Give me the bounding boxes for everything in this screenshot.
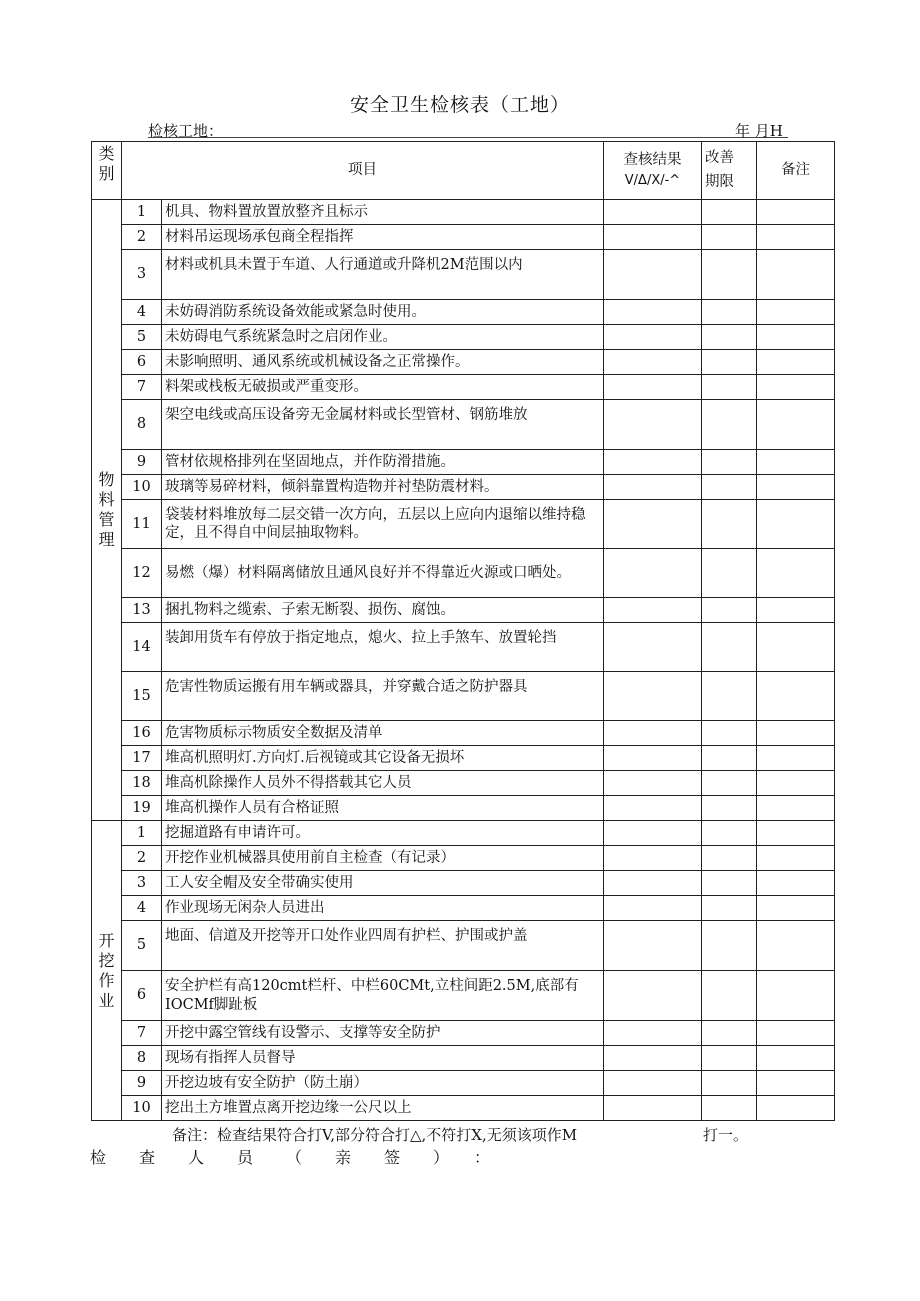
remarks-cell[interactable] — [757, 821, 835, 846]
table-row — [92, 500, 835, 549]
result-cell[interactable] — [604, 375, 702, 400]
item-text: 现场有指挥人员督导 — [162, 1046, 604, 1071]
item-number: 10 — [122, 475, 162, 500]
item-text: 堆高机操作人员有合格证照 — [162, 796, 604, 821]
table-row — [92, 200, 835, 225]
header-result — [604, 142, 702, 200]
deadline-cell[interactable] — [702, 623, 757, 672]
result-cell[interactable] — [604, 846, 702, 871]
table-row — [92, 300, 835, 325]
remarks-cell[interactable] — [757, 250, 835, 300]
deadline-cell[interactable] — [702, 450, 757, 475]
table-row — [92, 796, 835, 821]
deadline-cell[interactable] — [702, 350, 757, 375]
item-text: 袋装材料堆放每二层交错一次方向，五层以上应向内退缩以维持稳定，且不得自中间层抽取物料。 — [162, 500, 604, 549]
deadline-cell[interactable] — [702, 1046, 757, 1071]
item-number: 3 — [122, 250, 162, 300]
result-cell[interactable] — [604, 672, 702, 721]
remarks-cell[interactable] — [757, 225, 835, 250]
result-cell[interactable] — [604, 225, 702, 250]
remarks-cell[interactable] — [757, 1021, 835, 1046]
item-text: 玻璃等易碎材料，倾斜靠置构造物并衬垫防震材料。 — [162, 475, 604, 500]
deadline-cell[interactable] — [702, 1071, 757, 1096]
item-number: 5 — [122, 921, 162, 971]
remarks-cell[interactable] — [757, 672, 835, 721]
item-text: 危害性物质运搬有用车辆或器具，并穿戴合适之防护器具 — [162, 672, 604, 721]
item-number: 10 — [122, 1096, 162, 1121]
header-result-marks: V/Δ/X/-^ — [624, 173, 681, 189]
table-row — [92, 325, 835, 350]
deadline-cell[interactable] — [702, 475, 757, 500]
deadline-cell[interactable] — [702, 871, 757, 896]
inspection-table — [91, 141, 835, 1121]
table-row — [92, 549, 835, 598]
item-text: 作业现场无闲杂人员进出 — [162, 896, 604, 921]
result-cell[interactable] — [604, 821, 702, 846]
header-result-label: 查核结果 — [623, 152, 682, 169]
remarks-cell[interactable] — [757, 971, 835, 1021]
deadline-cell[interactable] — [702, 771, 757, 796]
footnote-tail: 打一。 — [703, 1126, 749, 1144]
item-text: 堆高机除操作人员外不得搭载其它人员 — [162, 771, 604, 796]
item-number: 8 — [122, 400, 162, 450]
form-title: 安全卫生检核表（工地） — [349, 94, 570, 116]
item-text: 机具、物料置放置放整齐且标示 — [162, 200, 604, 225]
header-category: 类别 — [92, 142, 122, 200]
item-text: 材料或机具未置于车道、人行通道或升降机2M范围以内 — [162, 250, 604, 300]
deadline-cell[interactable] — [702, 746, 757, 771]
deadline-cell[interactable] — [702, 1021, 757, 1046]
item-number: 18 — [122, 771, 162, 796]
item-text: 危害物质标示物质安全数据及清单 — [162, 721, 604, 746]
item-number: 12 — [122, 549, 162, 598]
remarks-cell[interactable] — [757, 896, 835, 921]
category-cell: 物料管理 — [92, 200, 122, 821]
result-cell[interactable] — [604, 623, 702, 672]
table-row — [92, 1046, 835, 1071]
footnote: 备注：检查结果符合打V,部分符合打△,不符打X,无须该项作M — [172, 1126, 578, 1144]
deadline-cell[interactable] — [702, 921, 757, 971]
table-row — [92, 971, 835, 1021]
result-cell[interactable] — [604, 475, 702, 500]
item-number: 17 — [122, 746, 162, 771]
remarks-cell[interactable] — [757, 400, 835, 450]
item-text: 堆高机照明灯.方向灯.后视镜或其它设备无损坏 — [162, 746, 604, 771]
result-cell[interactable] — [604, 450, 702, 475]
item-text: 挖掘道路有申请许可。 — [162, 821, 604, 846]
item-number: 1 — [122, 200, 162, 225]
result-cell[interactable] — [604, 746, 702, 771]
inspector-signature-label: 检查人员（亲签）： — [90, 1148, 524, 1167]
item-number: 9 — [122, 1071, 162, 1096]
table-header-row — [92, 142, 835, 200]
item-text: 料架或栈板无破损或严重变形。 — [162, 375, 604, 400]
table-row — [92, 623, 835, 672]
result-cell[interactable] — [604, 896, 702, 921]
result-cell[interactable] — [604, 921, 702, 971]
header-deadline: 改善期限 — [702, 142, 757, 200]
item-text: 地面、信道及开挖等开口处作业四周有护栏、护围或护盖 — [162, 921, 604, 971]
remarks-cell[interactable] — [757, 1046, 835, 1071]
result-cell[interactable] — [604, 796, 702, 821]
item-text: 挖出土方堆置点离开挖边缘一公尺以上 — [162, 1096, 604, 1121]
item-text: 开挖作业机械器具使用前自主检查（有记录） — [162, 846, 604, 871]
header-remarks: 备注 — [757, 142, 835, 200]
item-number: 4 — [122, 896, 162, 921]
item-text: 架空电线或高压设备旁无金属材料或长型管材、钢筋堆放 — [162, 400, 604, 450]
deadline-cell[interactable] — [702, 846, 757, 871]
item-text: 安全护栏有高120cmt栏杆、中栏60CMt,立柱间距2.5M,底部有IOCMf脚趾板 — [162, 971, 604, 1021]
item-number: 4 — [122, 300, 162, 325]
result-cell[interactable] — [604, 200, 702, 225]
deadline-cell[interactable] — [702, 375, 757, 400]
deadline-cell[interactable] — [702, 549, 757, 598]
deadline-cell[interactable] — [702, 300, 757, 325]
table-row — [92, 921, 835, 971]
remarks-cell[interactable] — [757, 300, 835, 325]
deadline-cell[interactable] — [702, 821, 757, 846]
remarks-cell[interactable] — [757, 325, 835, 350]
item-number: 5 — [122, 325, 162, 350]
item-text: 装卸用货车有停放于指定地点，熄火、拉上手煞车、放置轮挡 — [162, 623, 604, 672]
result-cell[interactable] — [604, 1071, 702, 1096]
item-text: 未妨碍电气系统紧急时之启闭作业。 — [162, 325, 604, 350]
deadline-cell[interactable] — [702, 1096, 757, 1121]
result-cell[interactable] — [604, 971, 702, 1021]
remarks-cell[interactable] — [757, 200, 835, 225]
site-label: 检核工地： — [148, 122, 224, 140]
item-text: 材料吊运现场承包商全程指挥 — [162, 225, 604, 250]
item-number: 8 — [122, 1046, 162, 1071]
result-cell[interactable] — [604, 250, 702, 300]
date-label: 年 月H — [735, 122, 783, 140]
result-cell[interactable] — [604, 325, 702, 350]
remarks-cell[interactable] — [757, 375, 835, 400]
table-row — [92, 871, 835, 896]
result-cell[interactable] — [604, 549, 702, 598]
result-cell[interactable] — [604, 500, 702, 549]
table-row — [92, 846, 835, 871]
item-number: 6 — [122, 971, 162, 1021]
remarks-cell[interactable] — [757, 475, 835, 500]
item-number: 13 — [122, 598, 162, 623]
deadline-cell[interactable] — [702, 400, 757, 450]
item-number: 3 — [122, 871, 162, 896]
result-cell[interactable] — [604, 598, 702, 623]
item-number: 1 — [122, 821, 162, 846]
remarks-cell[interactable] — [757, 500, 835, 549]
deadline-cell[interactable] — [702, 796, 757, 821]
result-cell[interactable] — [604, 350, 702, 375]
table-row — [92, 821, 835, 846]
remarks-cell[interactable] — [757, 450, 835, 475]
site-input-line[interactable] — [148, 137, 788, 138]
result-cell[interactable] — [604, 300, 702, 325]
result-cell[interactable] — [604, 871, 702, 896]
deadline-cell[interactable] — [702, 971, 757, 1021]
table-row — [92, 450, 835, 475]
remarks-cell[interactable] — [757, 846, 835, 871]
remarks-cell[interactable] — [757, 796, 835, 821]
category-cell: 开挖作业 — [92, 821, 122, 1121]
item-number: 15 — [122, 672, 162, 721]
result-cell[interactable] — [604, 400, 702, 450]
item-number: 7 — [122, 1021, 162, 1046]
remarks-cell[interactable] — [757, 921, 835, 971]
item-number: 2 — [122, 225, 162, 250]
deadline-cell[interactable] — [702, 896, 757, 921]
result-cell[interactable] — [604, 1046, 702, 1071]
table-row — [92, 771, 835, 796]
item-text: 开挖中露空管线有设警示、支撑等安全防护 — [162, 1021, 604, 1046]
table-row — [92, 672, 835, 721]
deadline-cell[interactable] — [702, 250, 757, 300]
item-number: 9 — [122, 450, 162, 475]
item-number: 19 — [122, 796, 162, 821]
item-number: 6 — [122, 350, 162, 375]
result-cell[interactable] — [604, 721, 702, 746]
remarks-cell[interactable] — [757, 549, 835, 598]
result-cell[interactable] — [604, 1096, 702, 1121]
table-row — [92, 1071, 835, 1096]
table-row — [92, 746, 835, 771]
table-row — [92, 1096, 835, 1121]
item-text: 易燃（爆）材料隔离储放且通风良好并不得靠近火源或口晒处。 — [162, 549, 604, 598]
item-text: 工人安全帽及安全带确实使用 — [162, 871, 604, 896]
remarks-cell[interactable] — [757, 623, 835, 672]
deadline-cell[interactable] — [702, 721, 757, 746]
header-item: 项目 — [122, 142, 604, 200]
item-text: 未妨碍消防系统设备效能或紧急时使用。 — [162, 300, 604, 325]
result-cell[interactable] — [604, 1021, 702, 1046]
deadline-cell[interactable] — [702, 325, 757, 350]
item-text: 捆扎物料之缆索、子索无断裂、损伤、腐蚀。 — [162, 598, 604, 623]
table-row — [92, 598, 835, 623]
table-row — [92, 375, 835, 400]
table-row — [92, 1021, 835, 1046]
item-text: 管材依规格排列在坚固地点，并作防滑措施。 — [162, 450, 604, 475]
table-row — [92, 896, 835, 921]
item-number: 14 — [122, 623, 162, 672]
item-text: 开挖边坡有安全防护（防土崩） — [162, 1071, 604, 1096]
item-number: 11 — [122, 500, 162, 549]
remarks-cell[interactable] — [757, 350, 835, 375]
item-number: 2 — [122, 846, 162, 871]
item-number: 7 — [122, 375, 162, 400]
item-number: 16 — [122, 721, 162, 746]
remarks-cell[interactable] — [757, 1096, 835, 1121]
table-row — [92, 225, 835, 250]
table-row — [92, 400, 835, 450]
remarks-cell[interactable] — [757, 721, 835, 746]
deadline-cell[interactable] — [702, 598, 757, 623]
remarks-cell[interactable] — [757, 871, 835, 896]
remarks-cell[interactable] — [757, 746, 835, 771]
deadline-cell[interactable] — [702, 225, 757, 250]
deadline-cell[interactable] — [702, 200, 757, 225]
table-row — [92, 350, 835, 375]
result-cell[interactable] — [604, 771, 702, 796]
remarks-cell[interactable] — [757, 771, 835, 796]
table-row — [92, 721, 835, 746]
remarks-cell[interactable] — [757, 1071, 835, 1096]
remarks-cell[interactable] — [757, 598, 835, 623]
deadline-cell[interactable] — [702, 500, 757, 549]
deadline-cell[interactable] — [702, 672, 757, 721]
table-row — [92, 250, 835, 300]
item-text: 未影响照明、通风系统或机械设备之正常操作。 — [162, 350, 604, 375]
table-row — [92, 475, 835, 500]
